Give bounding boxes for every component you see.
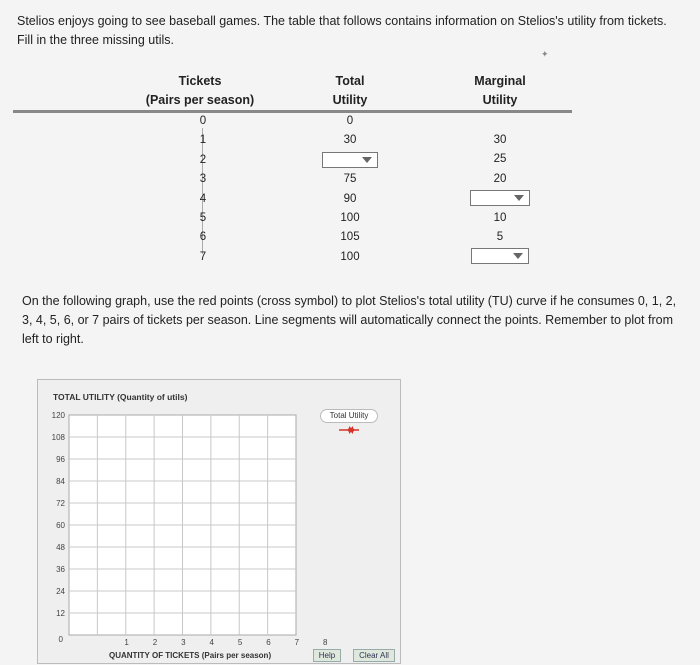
- header-marginal-line1: Marginal: [474, 74, 526, 88]
- tickets-cell: 7: [199, 250, 207, 263]
- x-tick-label: 6: [266, 638, 271, 647]
- total-utility-plot-tool-icon[interactable]: [338, 425, 360, 435]
- x-tick-label: 1: [124, 638, 129, 647]
- tickets-column: [185, 112, 221, 267]
- marginal-utility-dropdown-6[interactable]: [471, 248, 529, 264]
- utility-table: [130, 70, 572, 112]
- marginal-utility-cell-6: [462, 247, 538, 266]
- graph-panel: [37, 379, 401, 664]
- x-tick-label: 7: [294, 638, 300, 647]
- marginal-utility-cell: 30: [493, 134, 507, 146]
- table-header: [130, 70, 572, 112]
- y-tick-label: 84: [56, 477, 65, 486]
- y-tick-label: 0: [58, 635, 63, 644]
- sparkle-icon: ✦: [541, 49, 549, 59]
- tickets-cell: 3: [199, 173, 207, 186]
- total-utility-cell-2: [320, 151, 380, 170]
- marginal-utility-cell: 20: [493, 172, 507, 185]
- marginal-utility-dropdown-3[interactable]: [470, 190, 530, 206]
- total-utility-cell: 100: [340, 211, 360, 224]
- y-tick-label: 12: [56, 609, 65, 618]
- x-tick-label: 4: [209, 638, 214, 647]
- total-utility-cell: 75: [343, 173, 357, 186]
- clear-all-button[interactable]: Clear All: [353, 649, 395, 662]
- marginal-utility-cell-3: [462, 189, 538, 208]
- marginal-utility-cell: 25: [493, 153, 507, 166]
- y-tick-label: 24: [56, 587, 65, 596]
- header-tickets: [130, 72, 270, 110]
- total-utility-cell: 30: [343, 134, 357, 147]
- tickets-cell: 0: [199, 115, 207, 127]
- total-utility-column: [320, 112, 380, 267]
- y-tick-label: 36: [56, 565, 65, 574]
- total-utility-cell: 100: [340, 250, 360, 263]
- header-total-line1: Total: [335, 74, 365, 88]
- graph-instructions: On the following graph, use the red points (cross symbol) to plot Stelios's total utility (TU) curve if he consumes 0, 1, 2, 3, 4, 5, 6, or 7 pairs of tickets per season. Line segments will automatically connect the points. Remember to plot from left to right.: [22, 294, 677, 346]
- header-marginal-line2: Utility: [482, 93, 518, 107]
- header-marginal-utility: [450, 72, 550, 110]
- total-utility-cell: 105: [340, 231, 360, 244]
- tickets-cell: 4: [199, 192, 207, 205]
- y-tick-label: 120: [51, 411, 65, 420]
- x-tick-label: 3: [181, 638, 186, 647]
- marginal-utility-cell: 10: [493, 211, 507, 224]
- header-tickets-line2: (Pairs per season): [145, 93, 255, 107]
- y-tick-label: 96: [56, 455, 65, 464]
- x-axis-title: QUANTITY OF TICKETS (Pairs per season): [109, 651, 272, 660]
- intro-text: Stelios enjoys going to see baseball games. The table that follows contains information on Stelios's utility from tickets. Fill in the three missing utils.: [17, 14, 667, 47]
- x-tick-label: 5: [237, 638, 243, 647]
- x-tick-label: 8: [323, 638, 328, 647]
- marginal-utility-column: [462, 131, 538, 267]
- tickets-cell: 5: [199, 211, 207, 224]
- header-total-line2: Utility: [332, 93, 368, 107]
- chevron-down-icon: [513, 253, 523, 259]
- y-tick-label: 48: [56, 543, 65, 552]
- total-utility-cell: 0: [346, 115, 354, 127]
- y-axis-title: TOTAL UTILITY (Quantity of utils): [53, 392, 188, 402]
- help-button[interactable]: Help: [313, 649, 341, 662]
- chevron-down-icon: [362, 157, 372, 163]
- total-utility-dropdown-2[interactable]: [322, 152, 378, 168]
- legend-total-utility: Total Utility: [320, 409, 378, 423]
- tickets-cell: 6: [199, 231, 207, 244]
- tickets-cell: 1: [199, 134, 207, 147]
- header-tickets-line1: Tickets: [178, 74, 222, 88]
- chevron-down-icon: [514, 195, 524, 201]
- y-tick-label: 108: [51, 433, 65, 442]
- marginal-utility-cell: 5: [496, 230, 504, 243]
- x-tick-label: 2: [152, 638, 158, 647]
- total-utility-cell: 90: [343, 192, 357, 205]
- header-divider: [13, 110, 572, 113]
- header-total-utility: [310, 72, 390, 110]
- tickets-cell: 2: [199, 153, 207, 166]
- y-tick-label: 72: [56, 499, 65, 508]
- y-tick-label: 60: [56, 521, 65, 530]
